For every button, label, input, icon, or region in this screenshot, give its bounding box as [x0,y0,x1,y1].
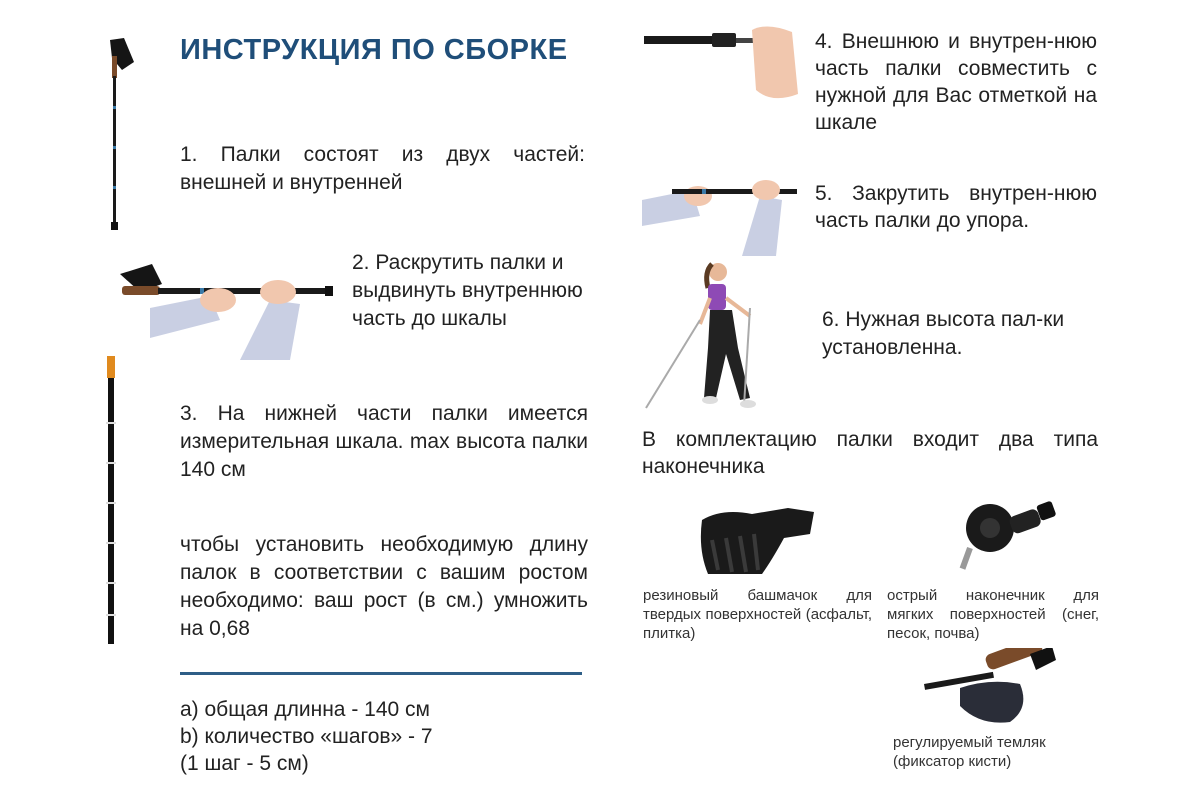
pole-twist-illustration [642,176,802,256]
step-2-text: 2. Раскрутить палки и выдвинуть внутреннюю часть до шкалы [352,251,583,330]
example-line-a: a) общая длинна - 140 см [180,698,430,721]
height-calculation-text: чтобы установить необходимую длину палок в соответствии с вашим ростом необходимо: ваш рост (в см.) умножить на 0,68 [180,533,588,640]
step-5-text: 5. Закрутить внутрен-нюю часть палки до упора. [815,182,1097,232]
sharp-tip-icon [940,498,1060,578]
rubber-tip-icon [692,500,822,580]
example-block [180,696,588,777]
pole-extend-illustration [100,260,340,360]
step-6-text: 6. Нужная высота пал-ки установленна. [822,308,1065,359]
pole-joint-illustration [642,24,802,104]
sharp-tip-caption: острый наконечник для мягких поверхностей (снег, песок, почва) [887,587,1099,642]
wrist-strap-caption: регулируемый темляк (фиксатор кисти) [893,734,1046,770]
wrist-strap-icon [920,648,1060,728]
step-1-text: 1. Палки состоят из двух частей: внешней и внутренней [180,143,585,194]
page-title: ИНСТРУКЦИЯ ПО СБОРКЕ [180,34,568,66]
kit-intro-text: В комплектацию палки входит два типа наконечника [642,428,1098,478]
full-pole-illustration [100,36,140,236]
rubber-tip-caption: резиновый башмачок для твердых поверхностей (асфальт, плитка) [643,587,872,642]
example-line-c: (1 шаг - 5 см) [180,752,309,775]
scale-pole-illustration [100,352,130,652]
step-3-text: 3. На нижней части палки имеется измерительная шкала. max высота палки 140 см [180,402,588,481]
step-4-text: 4. Внешнюю и внутрен-нюю часть палки совместить с нужной для Вас отметкой на шкале [815,30,1097,134]
section-divider [180,672,582,675]
example-line-b: b) количество «шагов» - 7 [180,725,433,748]
walking-woman-illustration [642,258,762,418]
